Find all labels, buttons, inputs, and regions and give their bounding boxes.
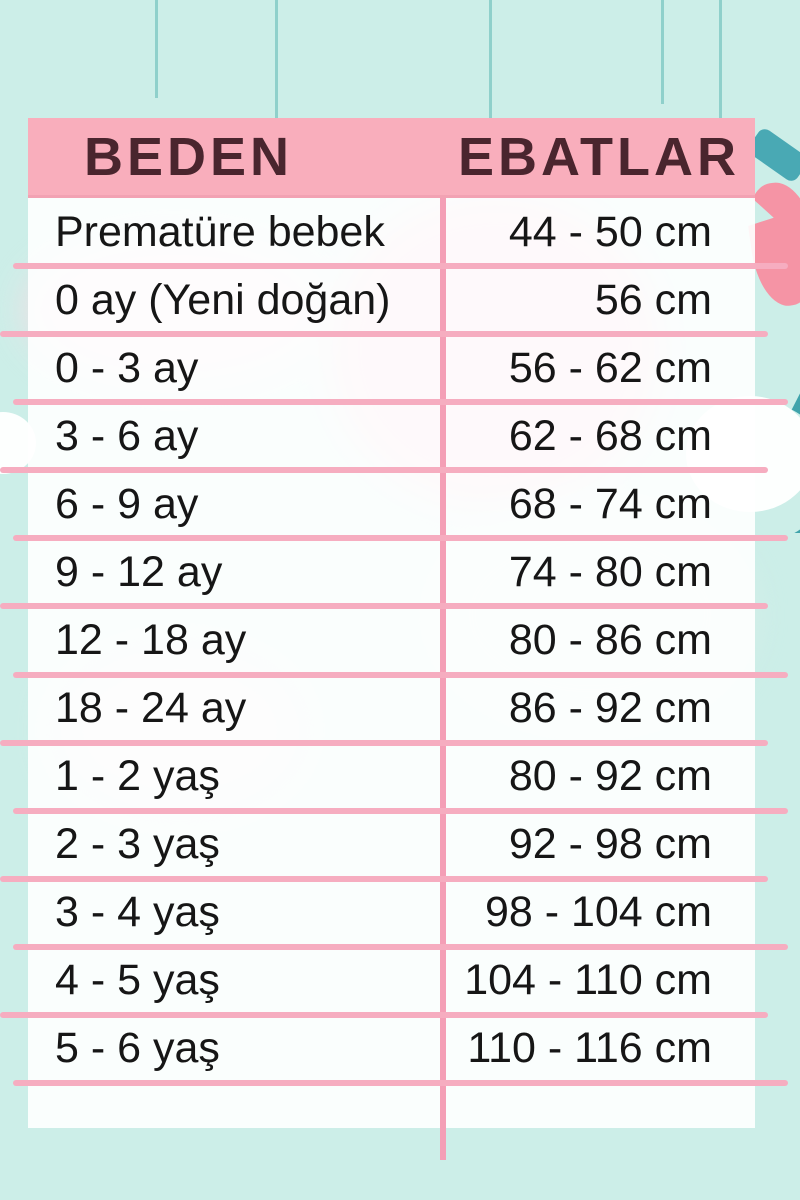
table-row <box>28 334 755 402</box>
row-divider-line <box>0 331 768 337</box>
row-divider-line <box>13 808 788 814</box>
row-divider-line <box>0 740 768 746</box>
table-row <box>28 606 755 674</box>
row-divider-line <box>0 467 768 473</box>
row-divider-line <box>13 1080 788 1086</box>
size-cell: Prematüre bebek <box>55 207 385 256</box>
table-header <box>28 118 755 198</box>
size-cell: 4 - 5 yaş <box>55 956 220 1005</box>
dims-cell: 74 - 80 cm <box>508 547 712 596</box>
table-row <box>28 675 755 743</box>
table-row <box>28 1015 755 1083</box>
size-cell: 5 - 6 yaş <box>55 1024 220 1073</box>
row-divider-line <box>13 535 788 541</box>
table-row <box>28 266 755 334</box>
header-dims-cell: EBATLAR <box>458 126 740 187</box>
hanging-string <box>275 0 278 118</box>
dims-cell: 44 - 50 cm <box>508 207 712 256</box>
header-size-cell: BEDEN <box>84 126 294 187</box>
dims-cell: 104 - 110 cm <box>464 956 712 1005</box>
table-row <box>28 402 755 470</box>
table-row <box>28 538 755 606</box>
hanging-string <box>155 0 158 98</box>
row-divider-line <box>0 1012 768 1018</box>
table-row <box>28 198 755 266</box>
size-cell: 3 - 4 yaş <box>55 888 220 937</box>
table-row <box>28 811 755 879</box>
dims-cell: 92 - 98 cm <box>508 820 712 869</box>
dims-cell: 86 - 92 cm <box>508 684 712 733</box>
teal-wave-decoration <box>752 368 800 533</box>
size-cell: 2 - 3 yaş <box>55 820 220 869</box>
size-cell: 6 - 9 ay <box>55 479 199 528</box>
size-cell: 0 - 3 ay <box>55 343 199 392</box>
table-row <box>28 743 755 811</box>
dims-cell: 56 - 62 cm <box>508 343 712 392</box>
table-row <box>28 947 755 1015</box>
size-cell: 1 - 2 yaş <box>55 752 220 801</box>
dims-cell: 80 - 92 cm <box>508 752 712 801</box>
row-divider-line <box>13 263 788 269</box>
dims-cell: 98 - 104 cm <box>484 888 712 937</box>
row-divider-line <box>0 876 768 882</box>
dims-cell: 62 - 68 cm <box>508 411 712 460</box>
size-chart-table <box>28 118 755 1128</box>
size-cell: 12 - 18 ay <box>55 616 247 664</box>
teal-wave-arc <box>752 368 800 533</box>
hanging-string <box>489 0 492 118</box>
row-divider-line <box>13 672 788 678</box>
row-divider-line <box>13 399 788 405</box>
row-divider-line <box>13 944 788 950</box>
row-divider-line <box>0 603 768 609</box>
dims-cell: 68 - 74 cm <box>508 479 712 528</box>
hanging-string <box>661 0 664 104</box>
table-row <box>28 879 755 947</box>
size-cell: 18 - 24 ay <box>55 684 247 733</box>
table-row <box>28 470 755 538</box>
hanging-string <box>719 0 722 118</box>
dims-cell: 110 - 116 cm <box>467 1024 712 1073</box>
size-cell: 0 ay (Yeni doğan) <box>55 275 391 324</box>
size-cell: 9 - 12 ay <box>55 547 223 596</box>
size-cell: 3 - 6 ay <box>55 411 199 460</box>
table-body <box>28 198 755 1128</box>
dims-cell: 56 cm <box>594 275 712 324</box>
dims-cell: 80 - 86 cm <box>508 616 712 664</box>
